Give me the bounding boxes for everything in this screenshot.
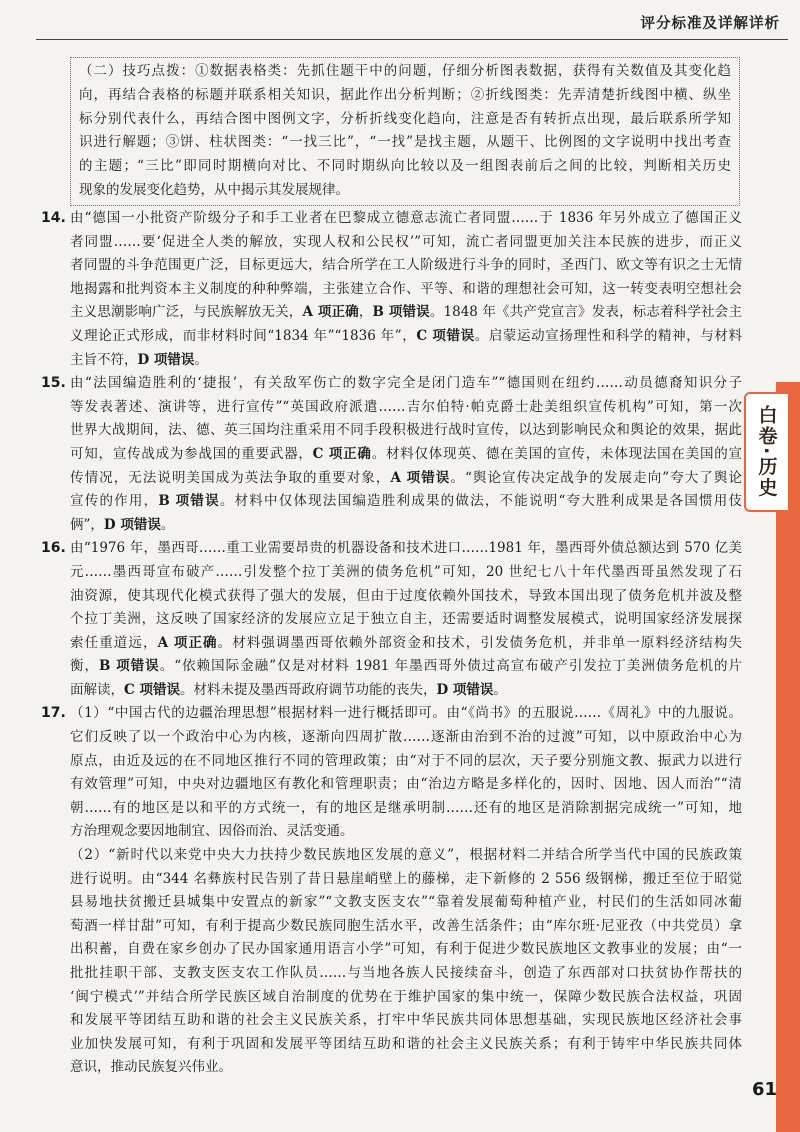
text-segment: 。材料未提及墨西哥政府调节功能的丧失，: [179, 681, 437, 698]
text-segment: （二）技巧点拨：①数据表格类：先抓住题干中的问题，仔细分析图表数据，获得有关数值及其变化趋: [79, 63, 731, 79]
text-segment: 者同盟……要‘促进全人类的解放，实现人权和公民权’”可知，流亡者同盟更加关注本民族的进步，而正义: [70, 233, 742, 250]
answer-verdict: C 项正确: [312, 445, 372, 462]
text-line: [70, 679, 742, 703]
text-segment: 传情况，无法说明美国成为英法争取的重要对象，: [70, 469, 391, 486]
answer-item: [41, 702, 742, 1080]
text-line: [70, 820, 742, 844]
text-line: [79, 131, 731, 155]
text-segment: 面解读，: [70, 681, 124, 698]
text-line: [79, 84, 731, 108]
text-line: [79, 108, 731, 132]
text-segment: 朝……有的地区是以和平的方式统一，有的地区是继承明制……还有的地区是消除割据完成统一”可知，地: [70, 799, 742, 816]
answer-item: [41, 537, 742, 702]
text-segment: 衡，: [70, 658, 100, 675]
text-segment: 索任重道远，: [70, 634, 158, 651]
text-segment: 俩”，: [70, 516, 104, 533]
text-segment: 由“德国一小批资产阶级分子和手工业者在巴黎成立德意志流亡者同盟……于 1836 年另外成立了德国正义: [70, 210, 742, 226]
text-line: [70, 655, 742, 679]
text-line: [70, 490, 742, 514]
answer-explanations: [41, 207, 742, 1080]
text-segment: ‘闽宁模式’”并结合所学民族区域自治制度的优势在于维护国家的集中统一，保障少数民族合法权益，巩固: [70, 988, 742, 1005]
text-segment: 由“1976 年，墨西哥……重工业需要昂贵的机器设备和技术进口……1981 年，墨西哥外债总额达到 570 亿美: [70, 540, 742, 557]
text-segment: 萄酒一样甘甜”可知，有利于提高少数民族同胞生活水平，改善生活条件；由“库尔班·尼亚孜（中共党员）拿: [70, 917, 742, 934]
answer-paragraph: [70, 372, 742, 537]
text-line: [70, 443, 742, 467]
item-number: 14.: [41, 210, 66, 226]
text-segment: （2）“新时代以来党中央大力扶持少数民族地区发展的意义”，根据材料二并结合所学当代中国的民族政策: [70, 847, 742, 864]
text-line: [70, 419, 742, 443]
text-segment: 宣传的作用，: [70, 493, 159, 510]
text-segment: 县易地扶贫搬迁县城集中安置点的新家”“文教支医支农”“靠着发展葡萄种植产业，村民们的生活如同冰葡: [70, 894, 742, 911]
text-line: [70, 301, 742, 325]
text-segment: 。材料仅体现英、德在美国的宣传，未体现法国在美国的宣: [371, 445, 742, 462]
tips-box: [70, 57, 740, 206]
answer-verdict: A 项正确: [302, 304, 359, 321]
text-line: [70, 1033, 742, 1057]
answer-verdict: C 项错误: [416, 327, 475, 344]
answer-verdict: B 项错误: [158, 493, 220, 510]
text-line: [70, 938, 742, 962]
text-line: [70, 254, 742, 278]
text-line: [70, 750, 742, 774]
text-segment: 。材料强调墨西哥依赖外部资金和技术，引发债务危机，并非单一原料经济结构失: [217, 634, 742, 651]
answer-verdict: A 项正确: [157, 634, 218, 651]
answer-verdict: D 项错误: [436, 681, 494, 698]
text-line: [70, 868, 742, 892]
text-line: [70, 986, 742, 1010]
text-segment: 标分别代表什么，再结合图中图例文字，分析折线变化趋向，注意是否有转折点出现，最后联系所学知: [79, 110, 731, 127]
text-line: [79, 155, 731, 179]
text-segment: 等发表著述、演讲等，进行宣传”“英国政府派遣……吉尔伯特·帕克爵士赴美组织宣传机构”可知，第一次: [70, 398, 742, 415]
text-segment: 主旨不符，: [70, 351, 138, 368]
text-segment: 和发展平等团结互助和谐的社会主义民族关系，打牢中华民族共同体思想基础，实现民族地区经济社会事: [70, 1012, 742, 1029]
text-line: [79, 179, 731, 203]
text-segment: 进行说明。由“344 名彝族村民告别了昔日悬崖峭壁上的藤梯，走下新修的 2 556 级钢梯，搬迁至位于昭觉: [70, 870, 742, 887]
answer-verdict: C 项错误: [124, 681, 180, 698]
text-segment: 元……墨西哥宣布破产……引发整个拉丁美洲的债务危机”可知，20 世纪七八十年代墨西哥虽然发现了石: [70, 563, 742, 580]
text-segment: ，: [358, 304, 373, 321]
text-line: [70, 349, 742, 373]
page-number: 61: [752, 1079, 778, 1100]
answer-item: [41, 372, 742, 537]
answer-verdict: D 项错误: [137, 351, 195, 368]
subject-tab-label: 白卷·历史: [755, 405, 778, 499]
answer-paragraph: [70, 207, 742, 372]
text-segment: 方治理观念要因地制宜、因俗而治、灵活变通。: [70, 823, 354, 840]
text-line: [70, 396, 742, 420]
text-segment: （1）“中国古代的边疆治理思想”根据材料一进行概括即可。由“《尚书》的五服说……《周礼》中的九服说。: [70, 705, 742, 722]
item-number: 16.: [41, 540, 66, 557]
text-line: [70, 1009, 742, 1033]
answer-verdict: A 项错误: [390, 469, 451, 486]
text-line: [70, 514, 742, 538]
text-line: [70, 915, 742, 939]
text-line: [79, 60, 731, 84]
text-line: [70, 608, 742, 632]
text-segment: 。启蒙运动宣扬理性和科学的精神，与材料: [474, 327, 742, 344]
text-segment: 有效管理”可知，中央对边疆地区有教化和管理职责；由“治边方略是多样化的，因时、因地、因人而治”“清: [70, 776, 742, 793]
text-segment: 主义思潮影响广泛，与民族解放无关，: [70, 304, 303, 321]
text-segment: 现象的发展变化趋势，从中揭示其发展规律。: [79, 181, 349, 198]
answer-paragraph: [70, 702, 742, 844]
text-segment: 。: [160, 516, 175, 533]
text-line: [70, 726, 742, 750]
text-segment: 。材料中仅体现法国编造胜利成果的做法，不能说明“夸大胜利成果是各国惯用伎: [219, 493, 742, 510]
text-line: [70, 632, 742, 656]
text-segment: 识进行解题；③饼、柱状图类：“一找三比”，“一找”是找主题，从题干、比例图的文字说明中找出考查: [79, 134, 731, 151]
text-segment: 业加快发展可知，有利于巩固和发展平等团结互助和谐的社会主义民族关系；有利于铸牢中华民族共同体: [70, 1035, 742, 1052]
text-line: [70, 207, 742, 231]
text-segment: 批批挂职干部、支教支医支农工作队员……与当地各族人民接续奋斗，创造了东西部对口扶贫协作帮扶的: [70, 965, 742, 981]
text-segment: 它们反映了以一个政治中心为内核，逐渐向四周扩散……逐渐由治到不治的过渡”可知，以中原政治中心为: [70, 729, 742, 746]
text-line: [70, 467, 742, 491]
text-line: [70, 773, 742, 797]
text-segment: 的主题；“三比”即同时期横向对比、不同时期纵向比较以及一组图表前后之间的比较，判断相关历史: [79, 158, 731, 175]
text-line: [70, 844, 742, 868]
text-segment: 。1848 年《共产党宣言》发表，标志着科学社会主: [429, 304, 742, 321]
text-segment: 世界大战期间，法、德、英三国均注重采用不同手段积极进行战时宣传，以达到影响民众和舆论的效果，据此: [70, 422, 742, 439]
text-segment: 个拉丁美洲，这反映了国家经济的发展应立足于独立自主，还需要适时调整发展模式，说明国家经济发展探: [70, 611, 742, 628]
text-segment: 。“舆论宣传决定战争的发展走向”夸大了舆论: [450, 469, 742, 486]
text-segment: 意识，推动民族复兴伟业。: [70, 1059, 232, 1076]
text-segment: 。: [493, 681, 507, 698]
text-line: [70, 702, 742, 726]
text-line: [70, 231, 742, 255]
text-line: [70, 1056, 742, 1080]
text-line: [70, 278, 742, 302]
text-line: [70, 561, 742, 585]
header-rule: [36, 39, 788, 40]
answer-verdict: B 项错误: [372, 304, 430, 321]
text-segment: 者同盟的斗争范围更广泛，目标更远大，结合所学在工人阶级进行斗争的同时，圣西门、欧文等有识之士无情: [70, 257, 742, 274]
text-segment: 向，再结合表格的标题并联系相关知识，据此作出分析判断；②折线图类：先弄清楚折线图中横、纵坐: [79, 86, 731, 103]
answer-paragraph: [70, 844, 742, 1080]
item-number: 15.: [41, 375, 66, 392]
text-segment: 由“法国编造胜利的‘捷报’，有关敌军伤亡的数字完全是闭门造车”“德国则在纽约……动员德裔知识分子: [70, 375, 742, 392]
text-line: [70, 537, 742, 561]
text-segment: 。: [194, 351, 208, 368]
running-header-title: 评分标准及详解详析: [640, 16, 780, 32]
answer-verdict: D 项错误: [103, 516, 161, 533]
text-segment: 可知，宣传战成为参战国的重要武器，: [70, 445, 313, 462]
text-segment: 地揭露和批判资本主义制度的种种弊端，主张建立合作、平等、和谐的理想社会可知，这一转变表明空想社会: [70, 280, 742, 297]
text-line: [70, 585, 742, 609]
text-line: [70, 891, 742, 915]
text-segment: 义理论正式形成，而非材料时间“1834 年”“1836 年”，: [70, 327, 417, 344]
text-line: [70, 325, 742, 349]
item-number: 17.: [41, 705, 66, 722]
text-segment: 出积蓄，自费在家乡创办了民办国家通用语言小学”可知，有利于促进少数民族地区文教事业的发展；由“一: [70, 941, 742, 958]
text-line: [70, 962, 742, 986]
subject-tab: [744, 392, 788, 512]
text-line: [70, 372, 742, 396]
text-segment: 原点，由近及远的在不同地区推行不同的管理政策；由“对于不同的层次，天子要分别施文教、振武力以进行: [70, 752, 742, 769]
answer-verdict: B 项错误: [99, 658, 160, 675]
answer-item: [41, 207, 742, 372]
text-segment: 。“依赖国际金融”仅是对材料 1981 年墨西哥外债过高宣布破产引发拉丁美洲债务危机的片: [159, 658, 742, 675]
text-segment: 油资源，使其现代化模式获得了强大的发展，但由于过度依赖外国技术，导致本国出现了债务危机并波及整: [70, 587, 742, 604]
answer-paragraph: [70, 537, 742, 702]
text-line: [70, 797, 742, 821]
